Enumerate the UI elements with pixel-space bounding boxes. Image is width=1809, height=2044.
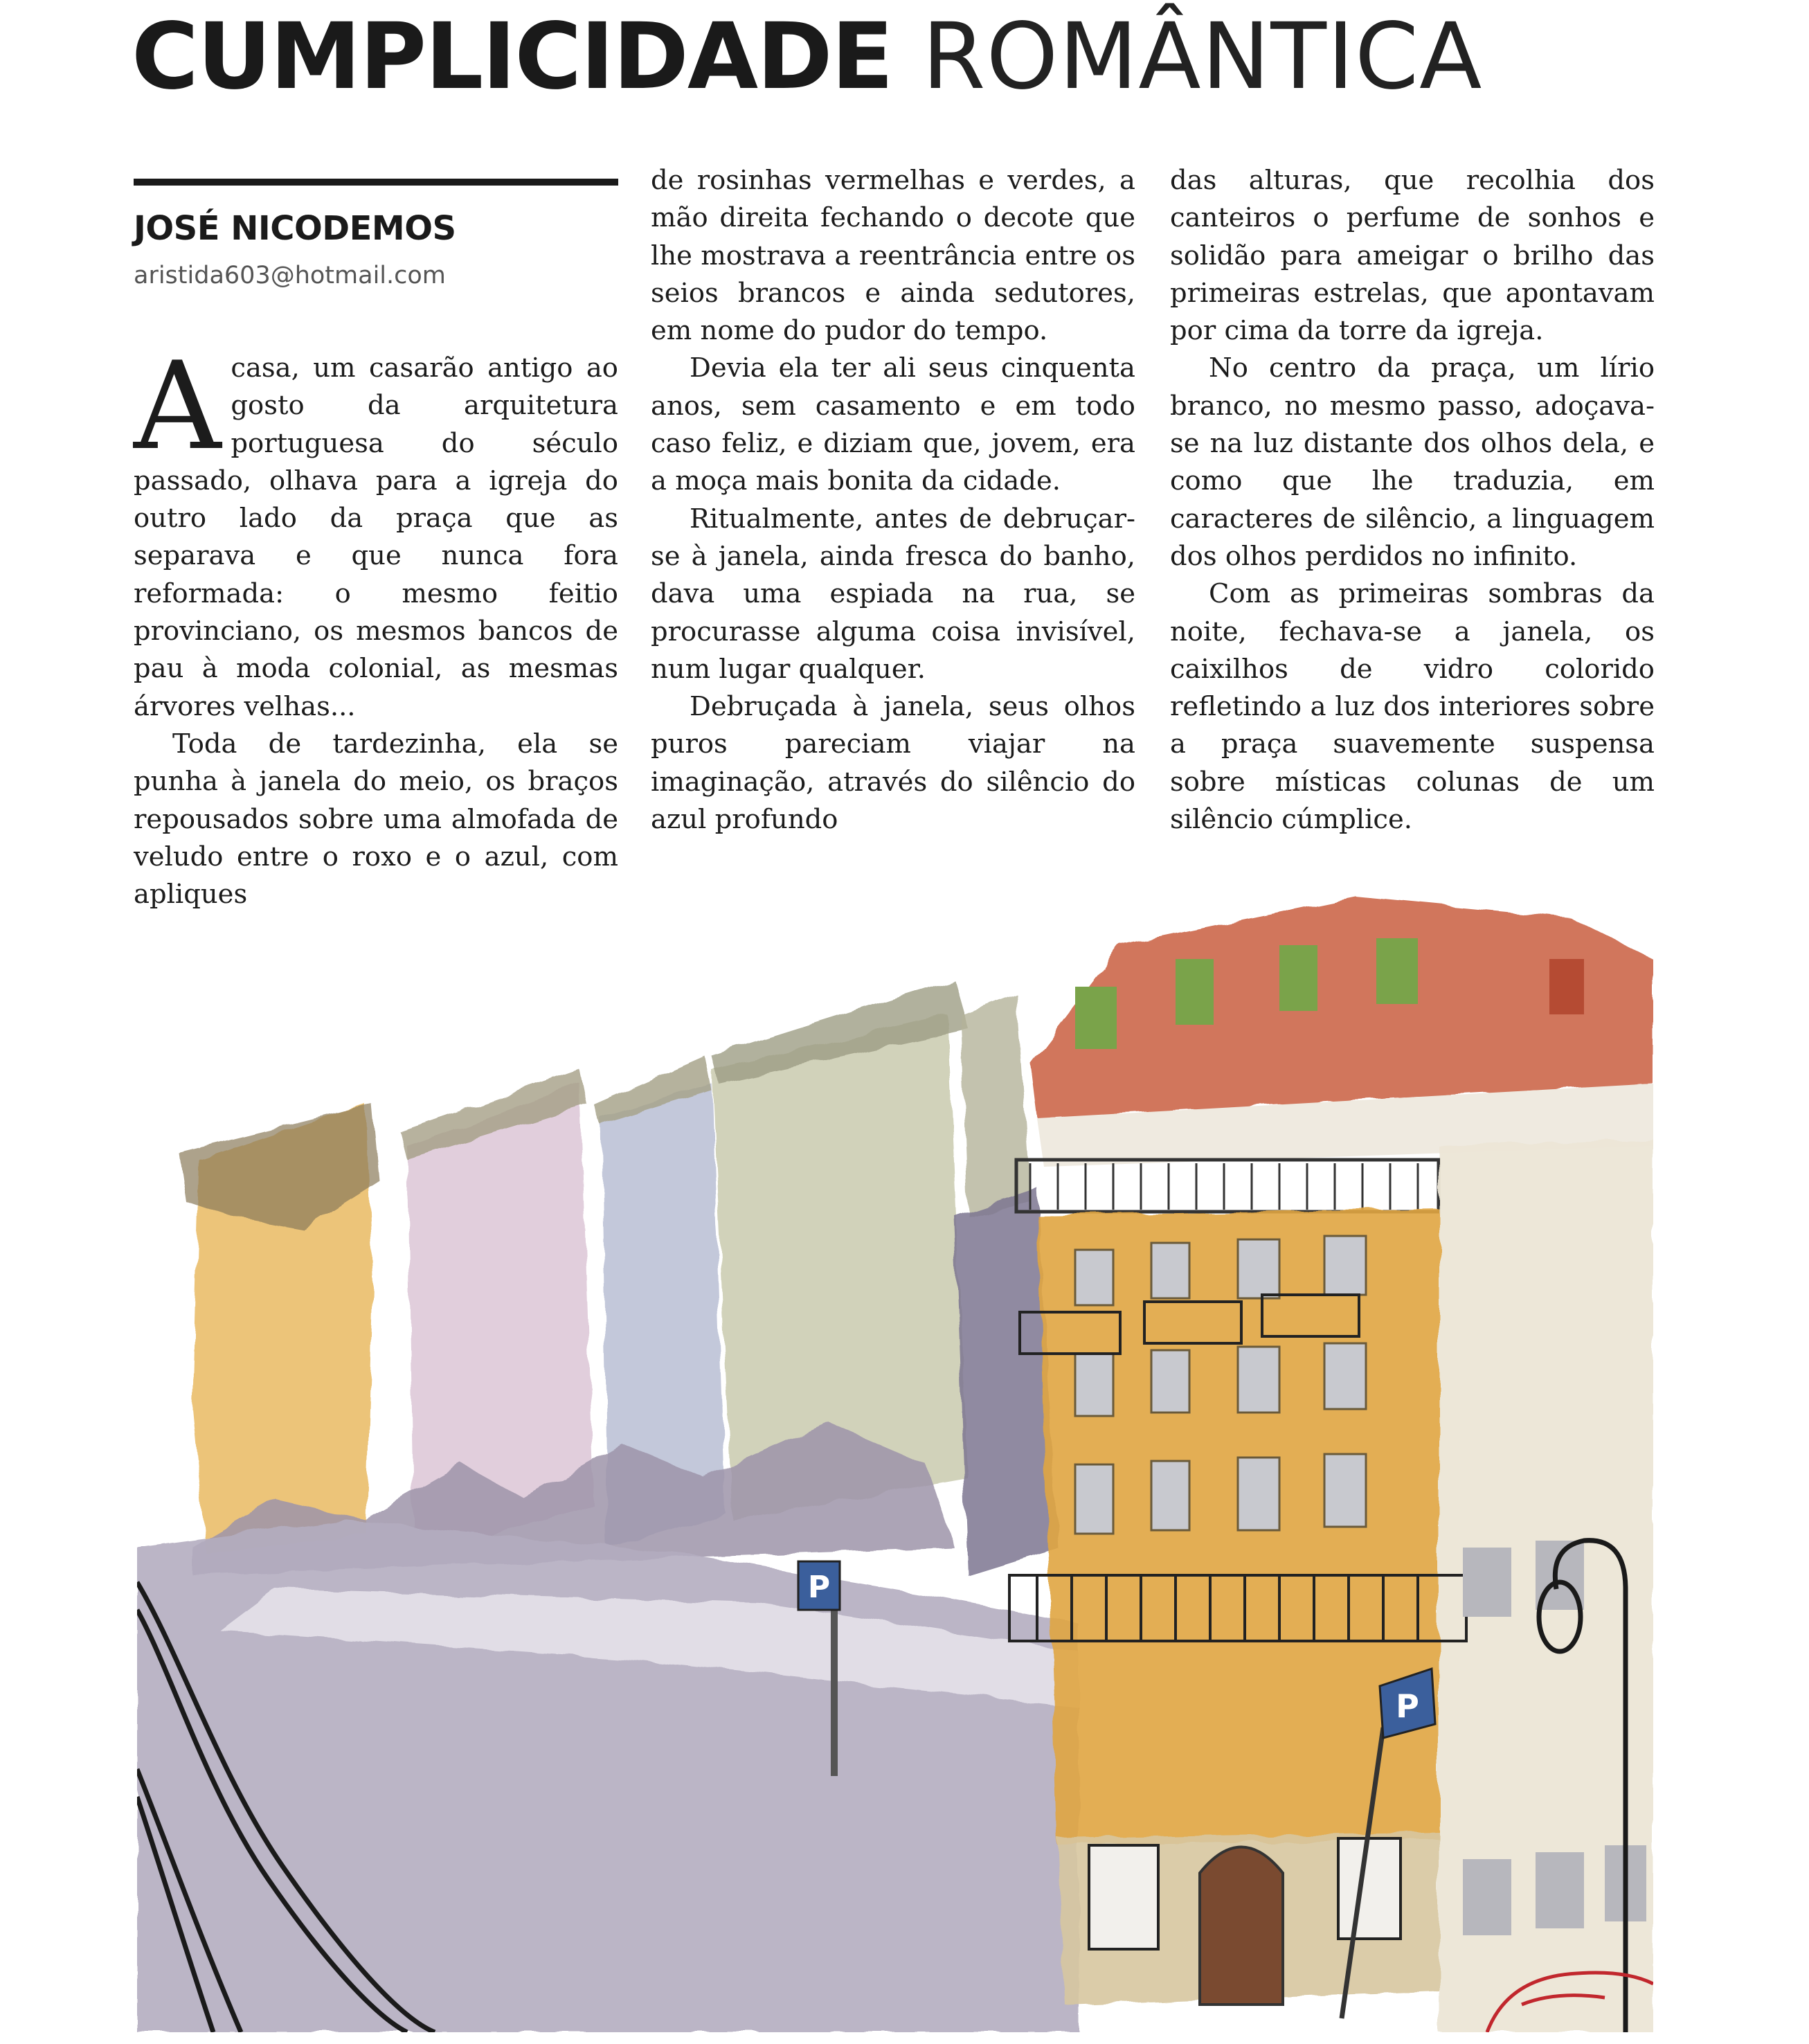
- paragraph-text: casa, um casarão antigo ao gosto da arquitetura portuguesa do século passado, olhava para a igreja do outro lado da praça que as separava e que nunca fora reformada: o mesmo feitio provinciano, os mesmos bancos de pau à moda colonial, as mesmas árvores velhas...: [134, 352, 618, 722]
- window: [1324, 1454, 1366, 1527]
- upper-balcony-railing: [1030, 1163, 1418, 1210]
- dormer-window: [1376, 938, 1418, 1004]
- article-paragraph: [134, 337, 618, 726]
- window: [1238, 1239, 1279, 1298]
- dormer-window: [1176, 959, 1214, 1025]
- sign-pole: [831, 1603, 838, 1776]
- article-column-1: [134, 337, 618, 913]
- watercolor-street-illustration: [137, 855, 1653, 2032]
- ground-window-grille: [1089, 1845, 1158, 1949]
- side-window: [1536, 1852, 1584, 1928]
- article-paragraph: Com as primeiras sombras da noite, fechava-se a janela, os caixilhos de vidro colorido refletindo a luz dos interiores sobre a praça suavemente suspensa sobre místicas colunas de um silêncio cúmplice.: [1170, 578, 1655, 836]
- main-building: [1009, 897, 1653, 2032]
- dormer-window: [1075, 987, 1117, 1049]
- dormer-window: [1549, 959, 1584, 1014]
- window: [1324, 1236, 1366, 1295]
- article-paragraph: Debruçada à janela, seus olhos puros pareciam viajar na imaginação, através do silêncio do azul profundo: [651, 691, 1135, 836]
- headline: [132, 3, 1483, 110]
- side-window: [1463, 1548, 1511, 1617]
- window: [1075, 1354, 1113, 1416]
- headline-bold: CUMPLICIDADE: [132, 3, 892, 110]
- sage-facade-shadow: [961, 994, 1030, 1215]
- parking-sign-symbol: P: [1396, 1687, 1419, 1725]
- window: [1151, 1243, 1189, 1298]
- article-column-2: [651, 162, 1135, 839]
- author-email[interactable]: aristida603@hotmail.com: [134, 262, 446, 289]
- article-column-3: [1170, 162, 1655, 839]
- drop-cap: A: [134, 337, 222, 477]
- window: [1324, 1343, 1366, 1409]
- article-paragraph-continued: das alturas, que recolhia dos canteiros o perfume de sonhos e solidão para ameigar o brilho das primeiras estrelas, que apontavam por cima da torre da igreja.: [1170, 165, 1655, 347]
- author-rule: [134, 179, 618, 186]
- article-paragraph-continued: de rosinhas vermelhas e verdes, a mão direita fechando o decote que lhe mostrava a reentrância entre os seios brancos e ainda sedutores, em nome do pudor do tempo.: [651, 165, 1135, 347]
- window: [1151, 1461, 1189, 1530]
- window: [1238, 1458, 1279, 1530]
- dormer-window: [1279, 945, 1317, 1011]
- headline-light: ROMÂNTICA: [921, 3, 1483, 110]
- article-paragraph: Toda de tardezinha, ela se punha à janela do meio, os braços repousados sobre uma almofada de veludo entre o roxo e o azul, com apliques: [134, 728, 618, 911]
- article-paragraph: No centro da praça, um lírio branco, no mesmo passo, adoçava-se na luz distante dos olhos dela, e como que lhe traduzia, em caracteres de silêncio, a linguagem dos olhos perdidos no infinito.: [1170, 352, 1655, 572]
- parking-sign-symbol: P: [807, 1570, 831, 1605]
- window: [1075, 1250, 1113, 1305]
- window: [1238, 1347, 1279, 1413]
- article-paragraph: Devia ela ter ali seus cinquenta anos, sem casamento e em todo caso feliz, e diziam que, jovem, era a moça mais bonita da cidade.: [651, 352, 1135, 497]
- ground-window-grille: [1338, 1838, 1401, 1939]
- article-paragraph: Ritualmente, antes de debruçar-se à janela, ainda fresca do banho, dava uma espiada na rua, se procurasse alguma coisa invisível, num lugar qualquer.: [651, 503, 1135, 685]
- upper-balcony: [1016, 1160, 1439, 1212]
- window: [1075, 1464, 1113, 1534]
- front-door: [1200, 1847, 1283, 2005]
- side-window: [1463, 1859, 1511, 1935]
- author-name: JOSÉ NICODEMOS: [134, 209, 456, 248]
- window: [1151, 1350, 1189, 1413]
